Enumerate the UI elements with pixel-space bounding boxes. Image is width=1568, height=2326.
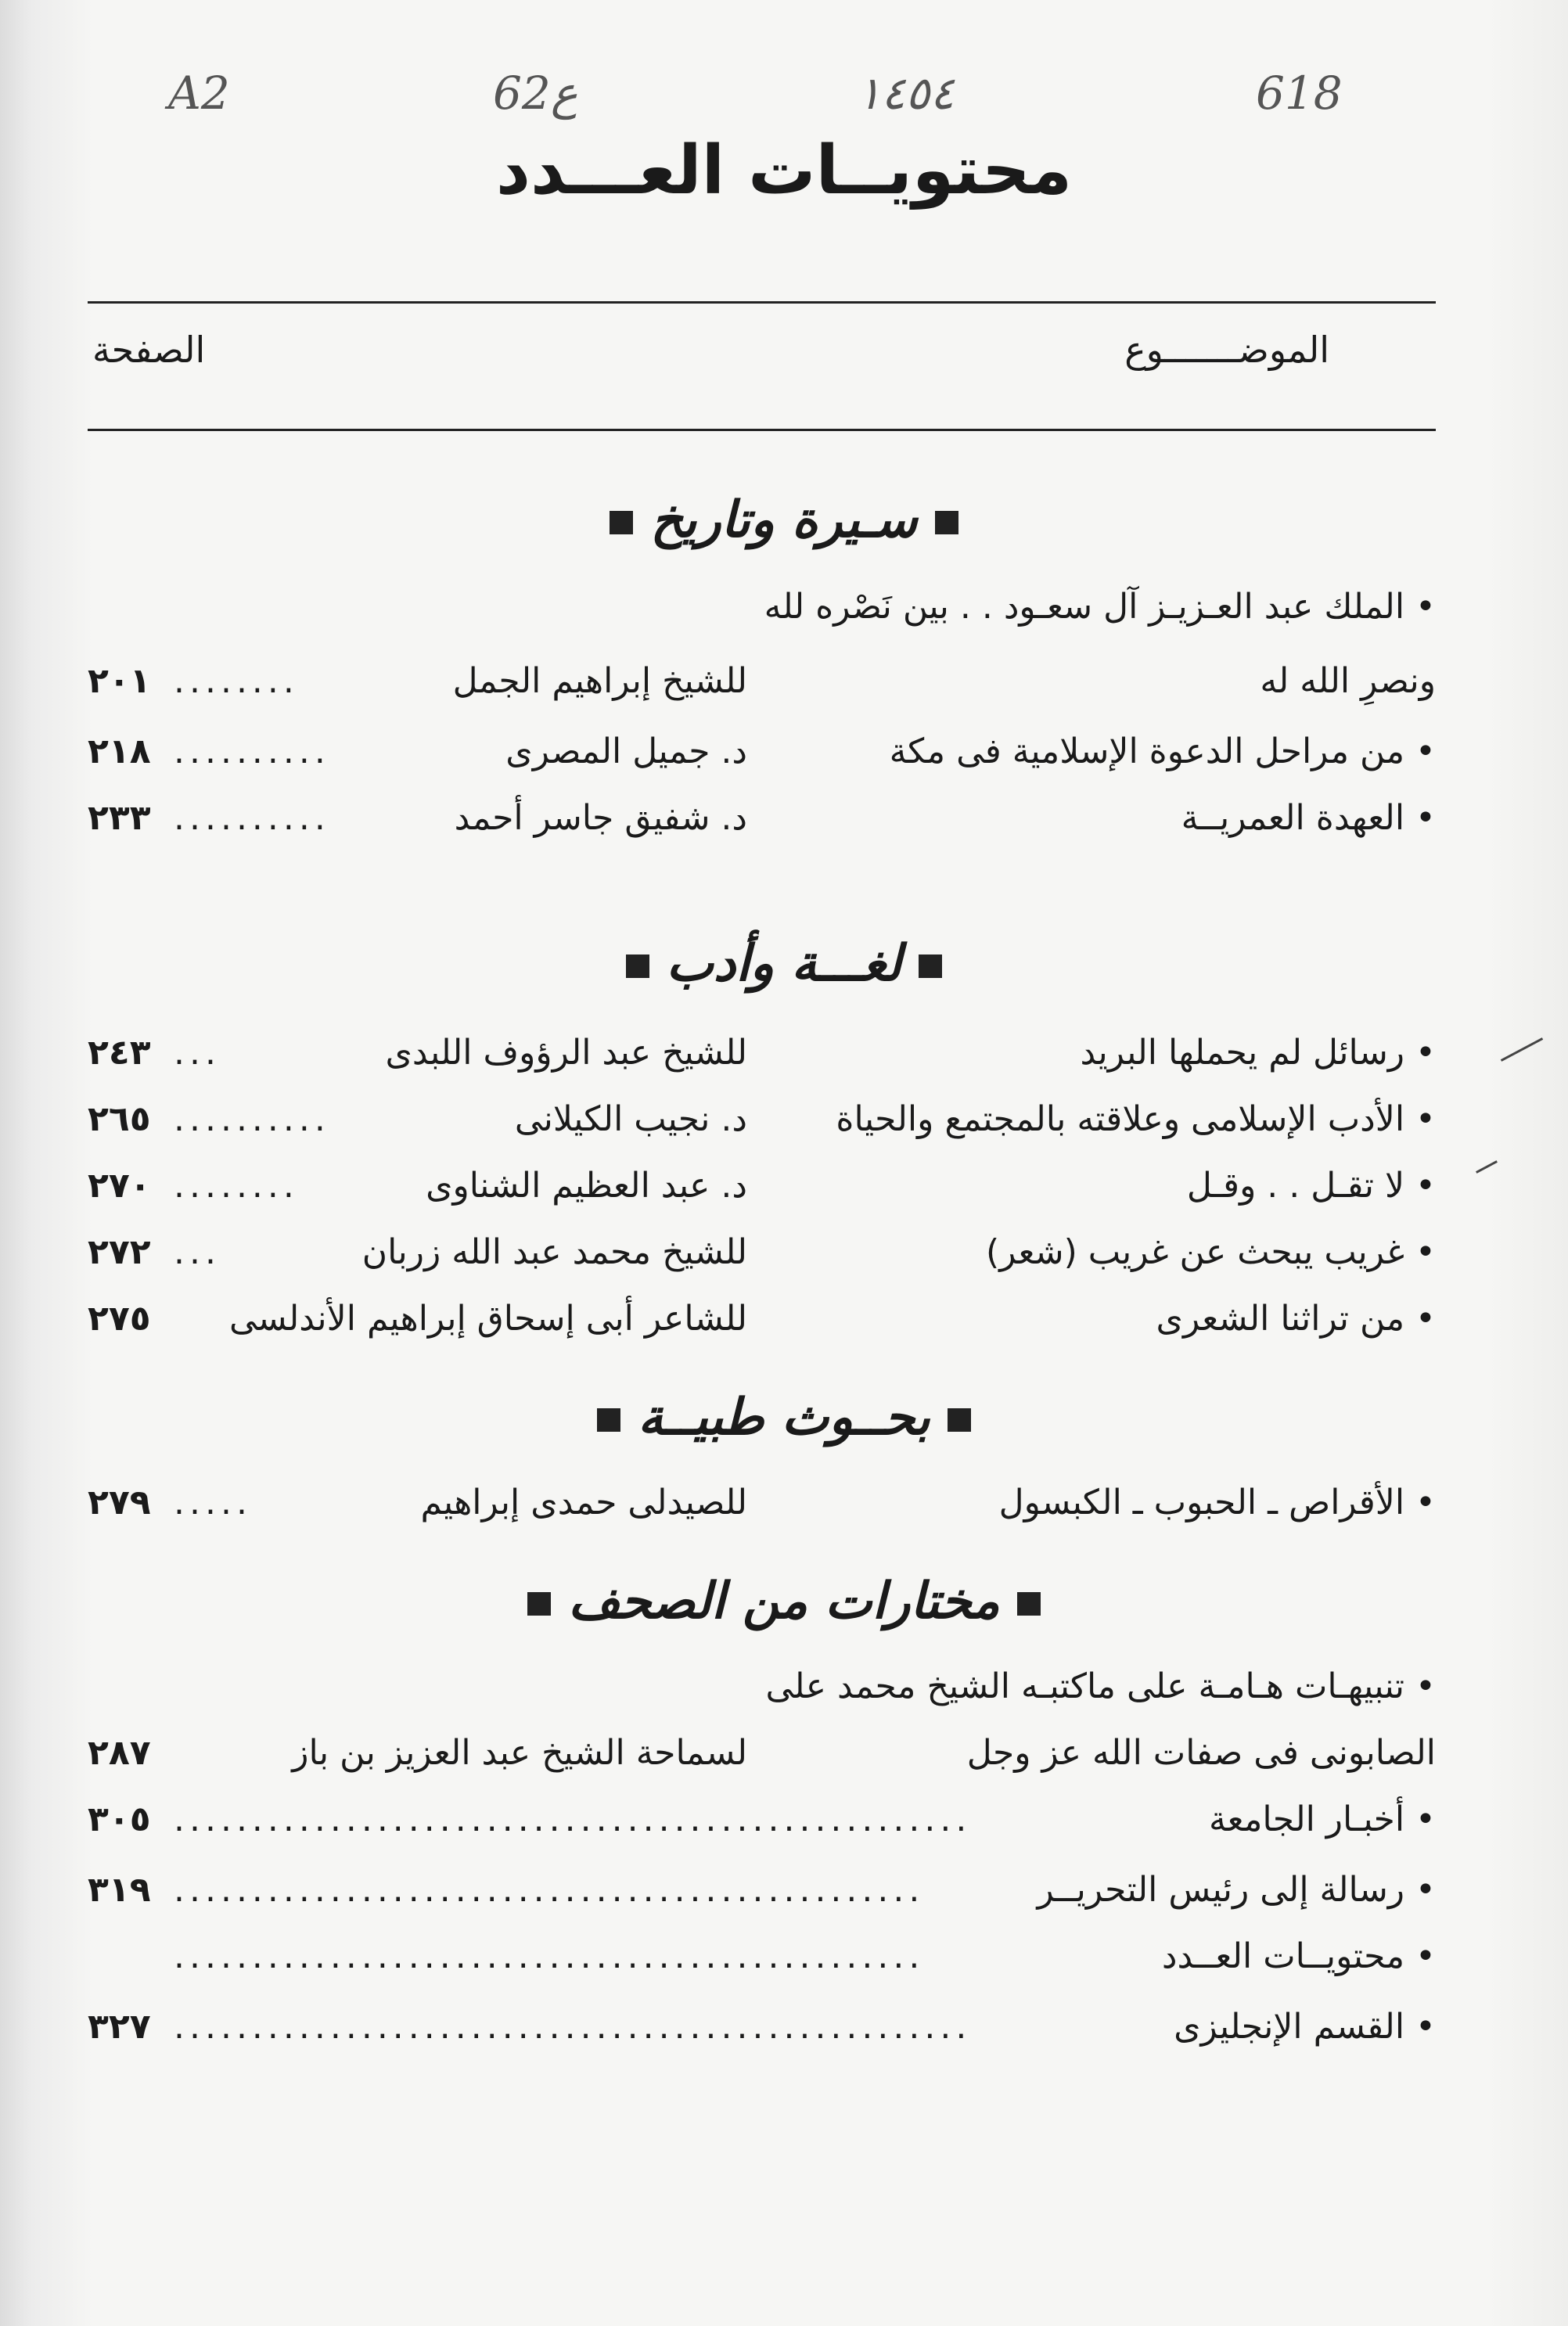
toc-leader-dots: ................................................... [174, 2007, 972, 2047]
toc-row [88, 2007, 1436, 2062]
toc-author: د. نجيب الكيلانى [514, 1099, 747, 1139]
square-bullet-icon [919, 954, 942, 978]
toc-title: • رسالة إلى رئيس التحريــر [1037, 1870, 1436, 1910]
section-name: سـيرة وتاريخ [650, 491, 918, 549]
toc-row [88, 732, 1436, 786]
toc-row [88, 1870, 1436, 1925]
toc-title: • من تراثنا الشعرى [1156, 1299, 1436, 1339]
toc-page-number: ٢١٨ [88, 732, 151, 771]
toc-title: الصابونى فى صفات الله عز وجل [966, 1733, 1436, 1773]
square-bullet-icon [935, 511, 958, 534]
toc-author: للصيدلى حمدى إبراهيم [420, 1483, 747, 1523]
toc-title: • العهدة العمريــة [1181, 798, 1436, 838]
column-header-subject: الموضـــــــوع [1124, 329, 1329, 371]
section-name: لغـــة وأدب [666, 935, 902, 993]
toc-page-number: ٢٨٧ [88, 1733, 151, 1773]
toc-page-number: ٣٢٧ [88, 2007, 151, 2047]
square-bullet-icon [1017, 1592, 1041, 1616]
toc-leader-dots: ........ [174, 661, 299, 701]
toc-leader-dots: ... [174, 1232, 221, 1272]
toc-author: للشيخ محمد عبد الله زربان [361, 1232, 747, 1272]
handwritten-note-a: A2 [168, 67, 230, 120]
toc-author: للشيخ عبد الرؤوف اللبدى [385, 1033, 747, 1073]
header-top-rule [88, 301, 1436, 304]
square-bullet-icon [948, 1408, 971, 1432]
square-bullet-icon [610, 511, 633, 534]
toc-title: • الملك عبد العـزيـز آل سعـود . . بين نَصْره لله [764, 587, 1436, 627]
toc-title: • الأدب الإسلامى وعلاقته بالمجتمع والحياة [836, 1099, 1436, 1139]
toc-row [88, 1483, 1436, 1537]
toc-row [88, 1232, 1436, 1287]
handwritten-note-d: 618 [1256, 67, 1343, 120]
toc-leader-dots: ..... [174, 1483, 252, 1523]
toc-leader-dots: ... [174, 1033, 221, 1073]
toc-title: • تنبيهـات هـامـة على ماكتبـه الشيخ محمد على [765, 1666, 1436, 1706]
toc-page-number: ٢٣٣ [88, 798, 151, 838]
toc-title: • لا تقـل . . وقـل [1186, 1166, 1436, 1206]
toc-leader-dots: .......... [174, 798, 330, 838]
toc-leader-dots: .......... [174, 1099, 330, 1139]
toc-page-number: ٣٠٥ [88, 1799, 151, 1839]
section-name: مختارات من الصحف [568, 1573, 1000, 1630]
toc-row [88, 798, 1436, 853]
toc-title: • محتويــات العــدد [1161, 1936, 1436, 1976]
toc-page-number: ٢٧٥ [88, 1299, 151, 1339]
toc-row [88, 1299, 1436, 1354]
toc-row [88, 1936, 1436, 1991]
toc-leader-dots: .......... [174, 732, 330, 771]
toc-row [88, 661, 1436, 716]
handwritten-note-b: 62ع [493, 67, 578, 120]
toc-author: د. شفيق جاسر أحمد [454, 798, 747, 838]
toc-leader-dots: ........ [174, 1166, 299, 1206]
square-bullet-icon [597, 1408, 620, 1432]
toc-row [88, 587, 1436, 642]
handwritten-note-c: ١٤٥٤ [857, 67, 955, 120]
toc-author: د. جميل المصرى [505, 732, 747, 771]
toc-page-number: ٢٠١ [88, 661, 151, 701]
toc-row [88, 1666, 1436, 1721]
toc-title: • الأقراص ـ الحبوب ـ الكبسول [998, 1483, 1436, 1523]
section-heading-press [0, 1573, 1568, 1630]
toc-author: للشاعر أبى إسحاق إبراهيم الأندلسى [228, 1299, 747, 1339]
toc-row [88, 1799, 1436, 1854]
toc-page-number: ٢٧٠ [88, 1166, 151, 1206]
toc-leader-dots: ................................................... [174, 1799, 972, 1839]
toc-leader-dots: ................................................ [174, 1870, 925, 1910]
toc-page-number: ٢٤٣ [88, 1033, 151, 1073]
square-bullet-icon [626, 954, 649, 978]
toc-page-number: ٢٧٢ [88, 1232, 151, 1272]
toc-title: • القسم الإنجليزى [1174, 2007, 1436, 2047]
toc-page-number: ٣١٩ [88, 1870, 151, 1910]
toc-title: • رسائل لم يحملها البريد [1080, 1033, 1436, 1073]
toc-row [88, 1166, 1436, 1221]
toc-row [88, 1099, 1436, 1154]
section-heading-biography [0, 491, 1568, 549]
toc-leader-dots: ................................................ [174, 1936, 925, 1976]
toc-title: • من مراحل الدعوة الإسلامية فى مكة [889, 732, 1436, 771]
toc-page-number: ٢٧٩ [88, 1483, 151, 1523]
page-title: محتويــات العـــدد [495, 131, 1073, 210]
header-bottom-rule [88, 429, 1436, 431]
toc-row [88, 1733, 1436, 1788]
square-bullet-icon [527, 1592, 551, 1616]
toc-page-number: ٢٦٥ [88, 1099, 151, 1139]
pen-mark [1501, 1037, 1543, 1062]
section-name: بحــوث طبيــة [638, 1389, 930, 1447]
toc-row [88, 1033, 1436, 1088]
column-header-page: الصفحة [92, 329, 206, 371]
toc-author: للشيخ إبراهيم الجمل [452, 661, 747, 701]
toc-title: ونصرِ الله له [1260, 661, 1436, 701]
toc-title: • أخبـار الجامعة [1209, 1799, 1436, 1839]
section-heading-medical [0, 1389, 1568, 1447]
toc-author: د. عبد العظيم الشناوى [426, 1166, 747, 1206]
section-heading-language [0, 935, 1568, 993]
toc-title: • غريب يبحث عن غريب (شعر) [986, 1232, 1436, 1272]
pen-mark [1476, 1160, 1498, 1174]
toc-author: لسماحة الشيخ عبد العزيز بن باز [292, 1733, 747, 1773]
